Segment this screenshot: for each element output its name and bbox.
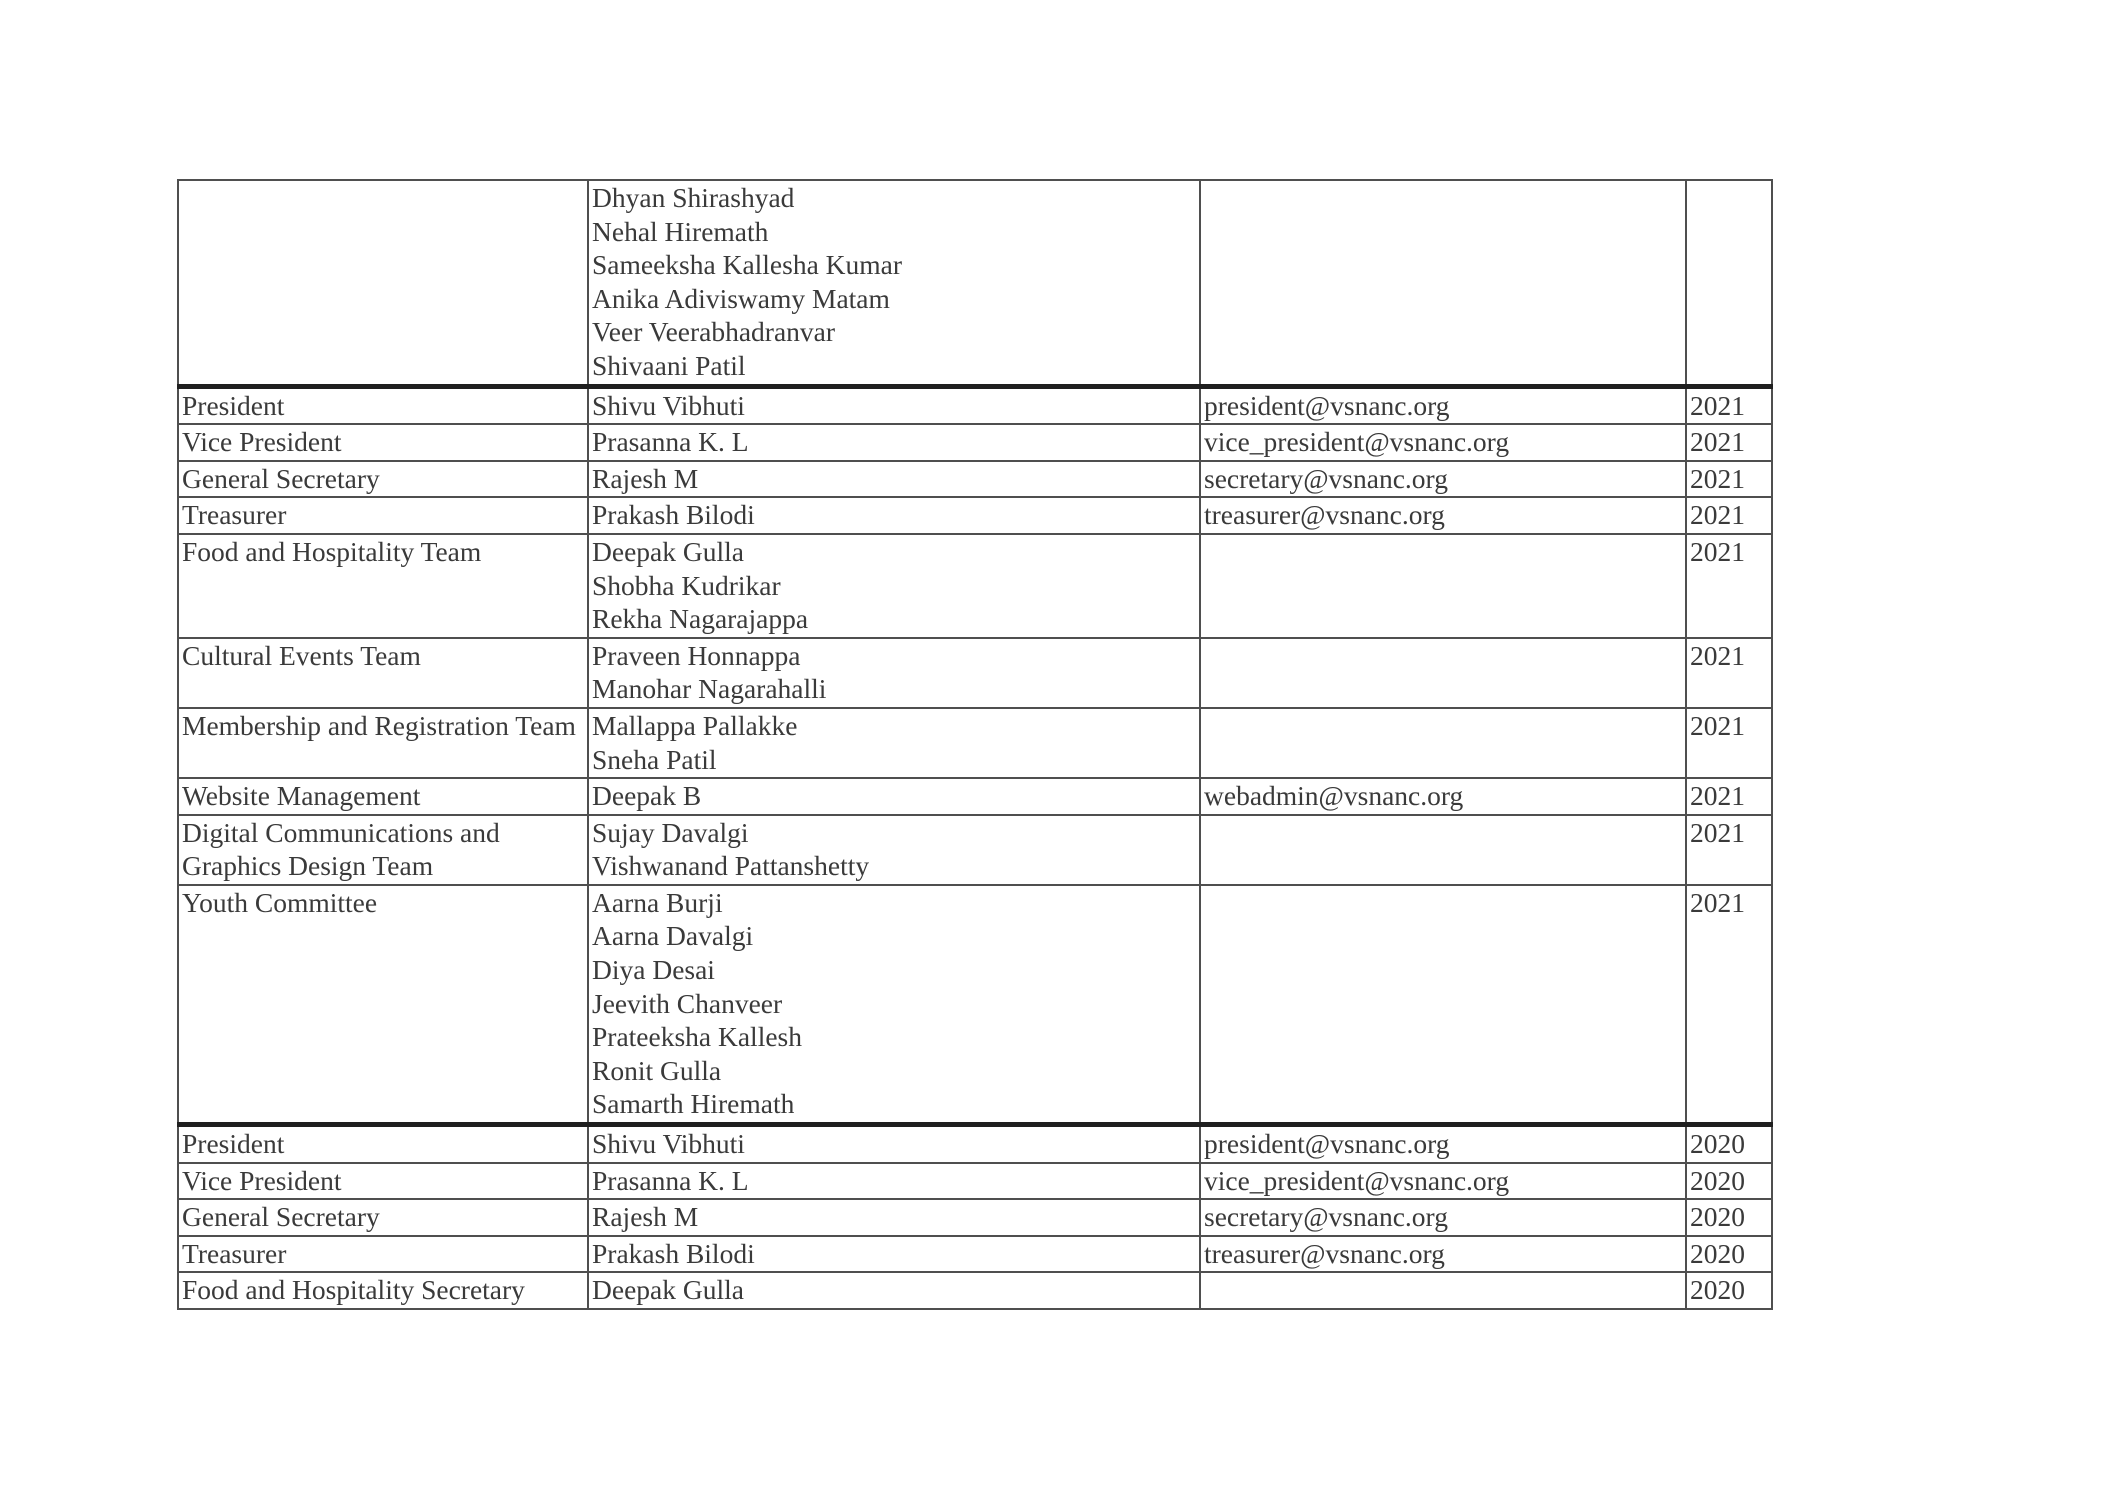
person-name: Deepak Gulla <box>592 535 744 567</box>
year-cell: 2021 <box>1686 885 1772 1125</box>
person-name: Shivu Vibhuti <box>592 1128 745 1160</box>
role-cell: President <box>178 386 588 424</box>
email-cell: president@vsnanc.org <box>1200 1125 1686 1163</box>
person-name: Rekha Nagarajappa <box>592 603 809 635</box>
person-name: Manohar Nagarahalli <box>592 673 827 705</box>
person-name: Rajesh M <box>592 462 699 494</box>
email-cell <box>1200 885 1686 1125</box>
names-cell <box>588 534 1200 638</box>
email-cell <box>1200 708 1686 778</box>
table-row <box>178 497 1772 534</box>
person-name: Aarna Davalgi <box>592 920 754 952</box>
year-cell: 2021 <box>1686 386 1772 424</box>
year-cell: 2020 <box>1686 1272 1772 1309</box>
person-name: Rajesh M <box>592 1201 699 1233</box>
role-cell: President <box>178 1125 588 1163</box>
person-name: Shivu Vibhuti <box>592 389 745 421</box>
person-name: Samarth Hiremath <box>592 1088 795 1120</box>
email-cell: treasurer@vsnanc.org <box>1200 1236 1686 1273</box>
year-cell: 2021 <box>1686 534 1772 638</box>
person-name: Ronit Gulla <box>592 1054 722 1086</box>
email-cell <box>1200 638 1686 708</box>
role-cell: General Secretary <box>178 461 588 498</box>
email-cell <box>1200 534 1686 638</box>
person-name: Prasanna K. L <box>592 1164 749 1196</box>
year-cell: 2020 <box>1686 1199 1772 1236</box>
role-cell: Cultural Events Team <box>178 638 588 708</box>
table-row <box>178 1125 1772 1163</box>
names-cell <box>588 815 1200 885</box>
role-cell: Digital Communications and Graphics Design Team <box>178 815 588 885</box>
year-cell: 2021 <box>1686 497 1772 534</box>
names-cell <box>588 1272 1200 1309</box>
person-name: Vishwanand Pattanshetty <box>592 850 870 882</box>
names-cell <box>588 708 1200 778</box>
table-row <box>178 1163 1772 1200</box>
role-cell: Membership and Registration Team <box>178 708 588 778</box>
person-name: Deepak B <box>592 780 702 812</box>
person-name: Praveen Honnappa <box>592 639 801 671</box>
table-row <box>178 180 1772 386</box>
person-name: Deepak Gulla <box>592 1274 744 1306</box>
email-cell: president@vsnanc.org <box>1200 386 1686 424</box>
table-body <box>178 180 1772 1309</box>
year-cell: 2020 <box>1686 1125 1772 1163</box>
person-name: Veer Veerabhadranvar <box>592 316 836 348</box>
names-cell <box>588 1199 1200 1236</box>
person-name: Nehal Hiremath <box>592 215 769 247</box>
year-cell: 2021 <box>1686 708 1772 778</box>
person-name: Aarna Burji <box>592 886 723 918</box>
table-row <box>178 1236 1772 1273</box>
year-cell: 2020 <box>1686 1236 1772 1273</box>
table-row <box>178 1272 1772 1309</box>
person-name: Prakash Bilodi <box>592 1237 755 1269</box>
role-cell: Food and Hospitality Team <box>178 534 588 638</box>
names-cell <box>588 424 1200 461</box>
names-cell <box>588 180 1200 386</box>
table-row <box>178 708 1772 778</box>
email-cell <box>1200 815 1686 885</box>
names-cell <box>588 638 1200 708</box>
email-cell <box>1200 1272 1686 1309</box>
names-cell <box>588 1163 1200 1200</box>
person-name: Mallappa Pallakke <box>592 709 798 741</box>
names-cell <box>588 1125 1200 1163</box>
table-row <box>178 778 1772 815</box>
role-cell: Website Management <box>178 778 588 815</box>
email-cell: secretary@vsnanc.org <box>1200 1199 1686 1236</box>
committee-roster-table <box>177 179 1773 1310</box>
person-name: Dhyan Shirashyad <box>592 182 795 213</box>
email-cell: webadmin@vsnanc.org <box>1200 778 1686 815</box>
person-name: Prasanna K. L <box>592 426 749 458</box>
person-name: Prakash Bilodi <box>592 499 755 531</box>
person-name: Shobha Kudrikar <box>592 569 781 601</box>
role-cell <box>178 180 588 386</box>
year-cell: 2021 <box>1686 638 1772 708</box>
person-name: Sneha Patil <box>592 743 717 775</box>
email-cell: secretary@vsnanc.org <box>1200 461 1686 498</box>
year-cell: 2021 <box>1686 461 1772 498</box>
year-cell <box>1686 180 1772 386</box>
email-cell: treasurer@vsnanc.org <box>1200 497 1686 534</box>
names-cell <box>588 497 1200 534</box>
role-cell: Youth Committee <box>178 885 588 1125</box>
table-row <box>178 424 1772 461</box>
email-cell <box>1200 180 1686 386</box>
names-cell <box>588 1236 1200 1273</box>
person-name: Jeevith Chanveer <box>592 987 783 1019</box>
names-cell <box>588 386 1200 424</box>
table-row <box>178 638 1772 708</box>
role-cell: Vice President <box>178 1163 588 1200</box>
person-name: Shivaani Patil <box>592 349 746 381</box>
role-cell: Treasurer <box>178 497 588 534</box>
person-name: Sujay Davalgi <box>592 816 749 848</box>
person-name: Prateeksha Kallesh <box>592 1021 802 1053</box>
role-cell: Vice President <box>178 424 588 461</box>
person-name: Diya Desai <box>592 954 715 986</box>
email-cell: vice_president@vsnanc.org <box>1200 1163 1686 1200</box>
year-cell: 2021 <box>1686 778 1772 815</box>
table-row <box>178 1199 1772 1236</box>
email-cell: vice_president@vsnanc.org <box>1200 424 1686 461</box>
person-name: Anika Adiviswamy Matam <box>592 282 890 314</box>
person-name: Sameeksha Kallesha Kumar <box>592 249 903 281</box>
names-cell <box>588 778 1200 815</box>
table-row <box>178 885 1772 1125</box>
role-cell: Treasurer <box>178 1236 588 1273</box>
names-cell <box>588 885 1200 1125</box>
table-row <box>178 461 1772 498</box>
year-cell: 2020 <box>1686 1163 1772 1200</box>
table-row <box>178 386 1772 424</box>
role-cell: Food and Hospitality Secretary <box>178 1272 588 1309</box>
role-cell: General Secretary <box>178 1199 588 1236</box>
table-row <box>178 534 1772 638</box>
table-row <box>178 815 1772 885</box>
year-cell: 2021 <box>1686 815 1772 885</box>
year-cell: 2021 <box>1686 424 1772 461</box>
names-cell <box>588 461 1200 498</box>
